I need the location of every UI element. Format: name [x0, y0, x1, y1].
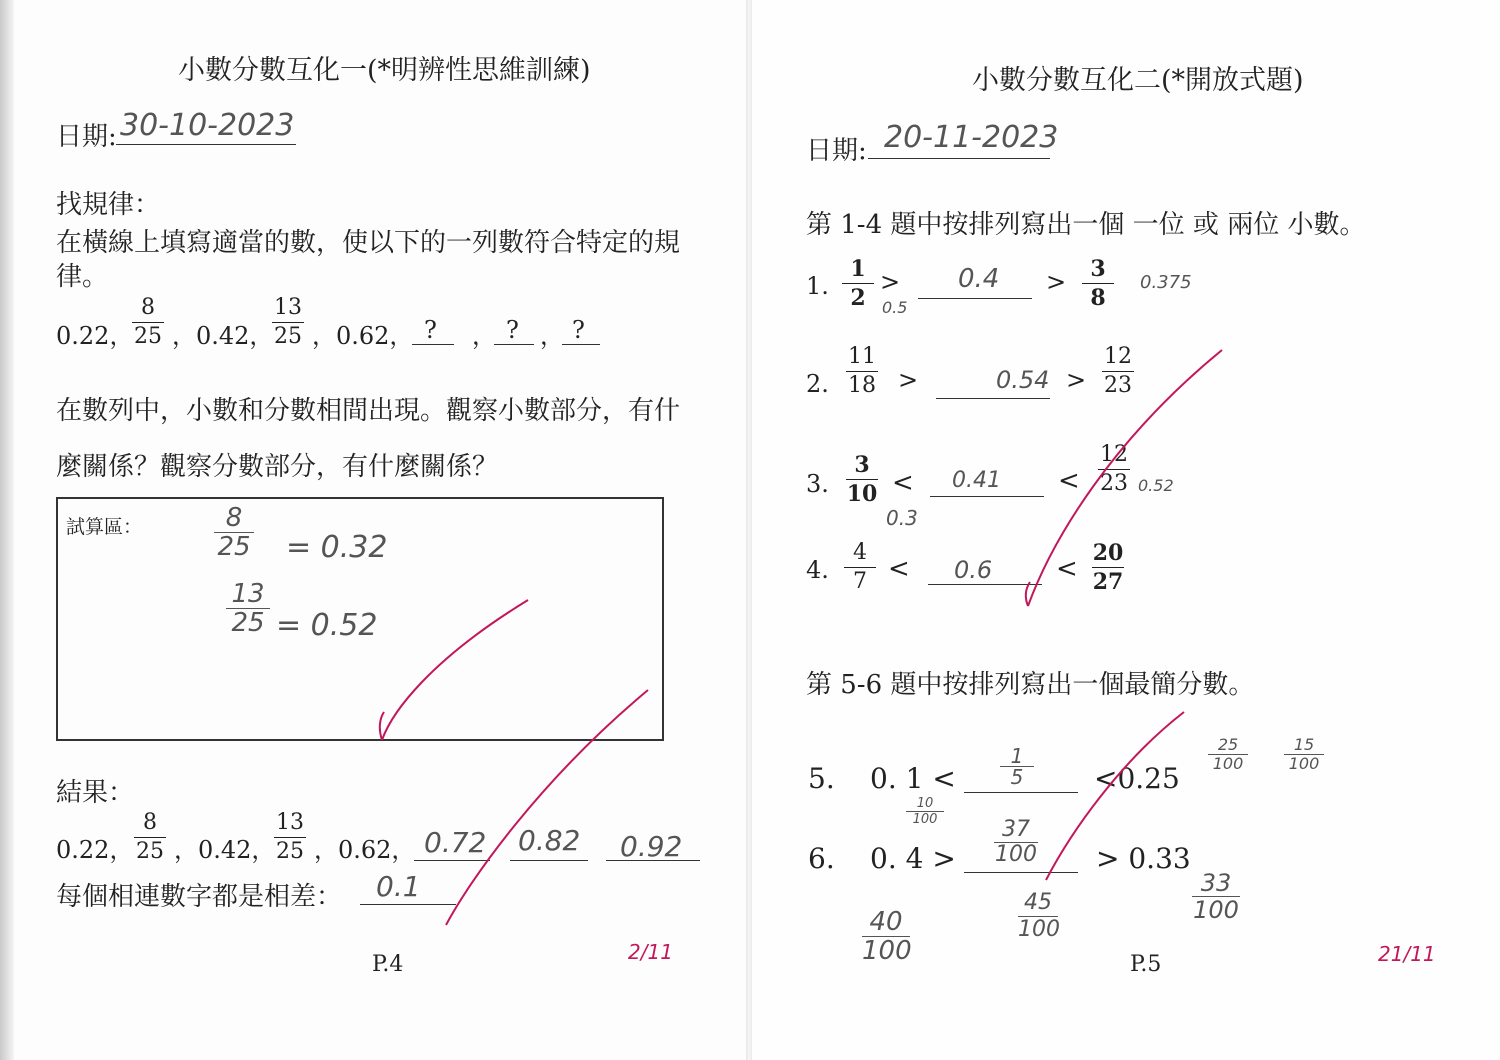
denominator: 10	[846, 481, 878, 507]
numerator: 45	[1024, 890, 1052, 915]
check-mark	[446, 690, 648, 925]
numerator: 13	[276, 810, 304, 835]
answer-value: 0.6	[954, 556, 993, 584]
comparison-sign: <	[888, 554, 910, 584]
teacher-checkmarks	[0, 0, 748, 1060]
denominator: 27	[1092, 569, 1124, 595]
teacher-mark: 2/11	[628, 940, 673, 964]
question-number: 5.	[808, 762, 835, 795]
numerator: 4	[853, 540, 867, 565]
denominator: 23	[1104, 373, 1132, 398]
separator: ，	[472, 322, 496, 350]
numerator: 11	[848, 344, 876, 369]
question-bound: 0. 4 >	[870, 842, 956, 875]
denominator: 25	[231, 608, 265, 638]
numerator: 8	[225, 503, 243, 533]
answer-value: 0.54	[996, 366, 1050, 394]
question-line: 在數列中，小數和分數相間出現。觀察小數部分，有什	[56, 396, 681, 426]
instruction-line: 律。	[56, 262, 109, 292]
worksheet-page-left	[0, 0, 748, 1060]
denominator: 23	[1100, 471, 1128, 496]
answer-value: 0.4	[958, 264, 1000, 294]
comparison-sign: >	[898, 366, 919, 394]
denominator: 100	[1018, 917, 1060, 942]
denominator: 5	[1010, 765, 1024, 789]
comparison-sign: >	[880, 268, 901, 296]
numerator: 12	[1104, 344, 1132, 369]
scratch-note: 0.375	[1140, 272, 1192, 293]
difference-label: 每個相連數字都是相差：	[56, 882, 343, 912]
pattern-heading: 找規律：	[56, 190, 161, 220]
answer-value: 0.82	[518, 824, 581, 857]
question-number: 2.	[806, 370, 829, 398]
denominator: 8	[1090, 285, 1106, 311]
numerator: 37	[1002, 817, 1030, 842]
check-mark	[1046, 712, 1184, 880]
question-bound: > 0.33	[1096, 842, 1191, 875]
question-line: 麼關係？觀察分數部分，有什麼關係？	[56, 452, 499, 482]
denominator: 100	[862, 936, 912, 966]
answer-value: 0.72	[424, 826, 487, 859]
denominator: 25	[217, 532, 251, 562]
numerator: 40	[869, 907, 903, 937]
numerator: 1	[1010, 744, 1024, 768]
denominator: 100	[1288, 754, 1320, 773]
page-number: P.4	[372, 952, 404, 977]
page-title: 小數分數互化一(*明辨性思維訓練)	[178, 55, 591, 86]
date-label: 日期:	[56, 122, 117, 152]
denominator: 25	[276, 839, 304, 864]
scratch-note: 0.3	[886, 506, 918, 530]
page-title: 小數分數互化二(*開放式題)	[972, 65, 1304, 96]
numerator: 15	[1293, 735, 1315, 754]
working-area-label: 試算區：	[66, 516, 143, 538]
numerator: 8	[143, 810, 157, 835]
teacher-mark: 21/11	[1378, 942, 1436, 966]
numerator: 10	[916, 796, 934, 811]
instruction-line: 第 1-4 題中按排列寫出一個 一位 或 兩位 小數。	[806, 210, 1366, 240]
sequence-text: 0.22，	[56, 322, 134, 350]
numerator: 20	[1092, 540, 1124, 566]
question-bound: 0. 1 <	[870, 762, 956, 795]
question-number: 6.	[808, 842, 835, 875]
denominator: 25	[134, 324, 162, 349]
denominator: 2	[850, 285, 866, 311]
instruction-line: 在橫線上填寫適當的數，使以下的一列數符合特定的規	[56, 228, 681, 258]
instruction-line: 第 5-6 題中按排列寫出一個最簡分數。	[806, 670, 1255, 700]
scratch-note: 0.52	[1138, 476, 1174, 495]
denominator: 25	[274, 324, 302, 349]
sequence-text: ，0.42，	[172, 322, 274, 350]
check-mark	[382, 600, 528, 740]
comparison-sign: <	[892, 468, 914, 498]
comparison-sign: >	[1046, 268, 1067, 296]
scratch-note: 0.5	[882, 298, 908, 317]
check-mark	[1028, 350, 1222, 606]
numerator: 13	[274, 295, 302, 320]
numerator: 12	[1100, 442, 1128, 467]
result-label: 結果：	[56, 778, 135, 808]
blank-placeholder: ?	[572, 316, 585, 344]
page-number: P.5	[1130, 952, 1162, 977]
blank-placeholder: ?	[506, 316, 519, 344]
denominator: 100	[912, 812, 938, 827]
teacher-checkmarks	[752, 0, 1500, 1060]
difference-value: 0.1	[376, 870, 421, 903]
numerator: 3	[854, 452, 870, 478]
date-label: 日期:	[806, 136, 867, 166]
denominator: 25	[136, 839, 164, 864]
work-result-1: = 0.32	[286, 530, 388, 565]
numerator: 1	[850, 256, 866, 282]
numerator: 25	[1217, 735, 1239, 754]
work-result-2: = 0.52	[276, 608, 378, 643]
question-number: 1.	[806, 272, 829, 300]
sequence-text: ，0.62，	[312, 322, 414, 350]
blank-placeholder: ?	[424, 316, 437, 344]
comparison-sign: <	[1056, 554, 1078, 584]
sequence-text: ，0.42，	[174, 836, 276, 864]
numerator: 13	[231, 579, 265, 609]
denominator: 100	[1212, 754, 1244, 773]
numerator: 8	[141, 295, 155, 320]
comparison-sign: <	[1058, 466, 1080, 496]
denominator: 100	[1193, 896, 1239, 924]
date-value: 30-10-2023	[120, 108, 295, 143]
sequence-text: ，0.62，	[314, 836, 416, 864]
answer-value: 0.41	[952, 468, 1001, 493]
question-bound: <0.25	[1094, 762, 1180, 795]
numerator: 3	[1090, 256, 1106, 282]
question-number: 3.	[806, 470, 829, 498]
date-value: 20-11-2023	[884, 120, 1059, 155]
separator: ，	[540, 322, 564, 350]
worksheet-page-right	[752, 0, 1500, 1060]
question-number: 4.	[806, 556, 829, 584]
denominator: 7	[853, 569, 867, 594]
numerator: 33	[1200, 869, 1232, 897]
comparison-sign: >	[1066, 366, 1087, 394]
answer-value: 0.92	[620, 830, 683, 863]
denominator: 100	[995, 842, 1037, 867]
sequence-text: 0.22，	[56, 836, 134, 864]
denominator: 18	[848, 373, 876, 398]
